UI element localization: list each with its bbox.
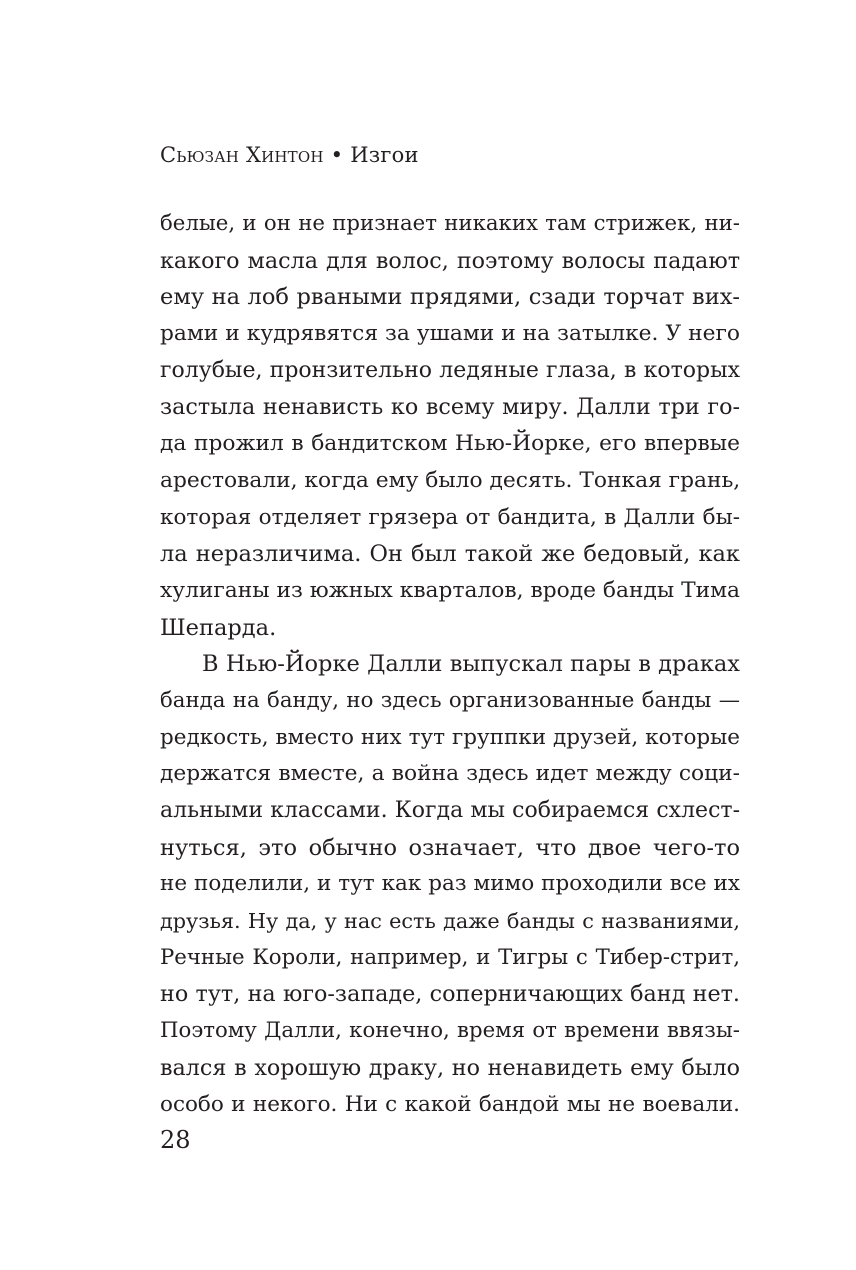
text-line: хулиганы из южных кварталов, вроде банды Тима — [160, 577, 740, 603]
text-line: не поделили, и тут как раз мимо проходили все их — [160, 871, 740, 897]
text-line: рами и кудрявятся за ушами и на затылке. У него — [160, 321, 740, 347]
text-line: нуться, это обычно означает, что двое чего-то — [160, 834, 740, 861]
text-line: которая отделяет грязера от бандита, в Далли бы- — [160, 504, 740, 530]
body-text — [160, 206, 740, 1123]
text-line: ла неразличима. Он был такой же бедовый, как — [160, 541, 740, 568]
text-line: Шепарда. — [160, 614, 277, 641]
text-line: особо и некого. Ни с какой бандой мы не воевали. — [160, 1091, 740, 1117]
text-line: вался в хорошую драку, но ненавидеть ему было — [160, 1054, 740, 1081]
text-line: держатся вместе, а война здесь идет между соци- — [160, 761, 740, 787]
text-line: застыла ненависть ко всему миру. Далли три го- — [160, 394, 740, 421]
text-line: да прожил в бандитском Нью-Йорке, его впервые — [160, 431, 740, 457]
text-line: редкость, вместо них тут группки друзей, которые — [160, 724, 740, 750]
header-separator: • — [330, 143, 344, 167]
text-line: ему на лоб рваными прядями, сзади торчат вих- — [160, 284, 740, 311]
running-head — [160, 143, 419, 167]
text-line: альными классами. Когда мы собираемся схлест- — [160, 798, 740, 823]
text-line: Поэтому Далли, конечно, время от времени ввязы- — [160, 1018, 740, 1044]
page-number: 28 — [160, 1126, 191, 1154]
text-line: Речные Короли, например, и Тигры с Тибер-стрит, — [160, 944, 740, 970]
text-line: арестовали, когда ему было десять. Тонкая грань, — [160, 467, 741, 493]
header-title: Изгои — [350, 143, 419, 167]
text-line: друзья. Ну да, у нас есть даже банды с названиями, — [160, 909, 740, 934]
text-line: голубые, пронзительно ледяные глаза, в которых — [160, 357, 740, 383]
text-line: но тут, на юго-западе, соперничающих банд нет. — [160, 981, 740, 1008]
text-line: В Нью-Йорке Далли выпускал пары в драках — [202, 651, 740, 678]
text-line: белые, и он не признает никаких там стрижек, ни- — [160, 211, 740, 236]
header-author: Сьюзан Хинтон — [160, 143, 324, 167]
text-line: банда на банду, но здесь организованные банды — — [160, 687, 740, 713]
text-line: какого масла для волос, поэтому волосы падают — [160, 247, 740, 274]
